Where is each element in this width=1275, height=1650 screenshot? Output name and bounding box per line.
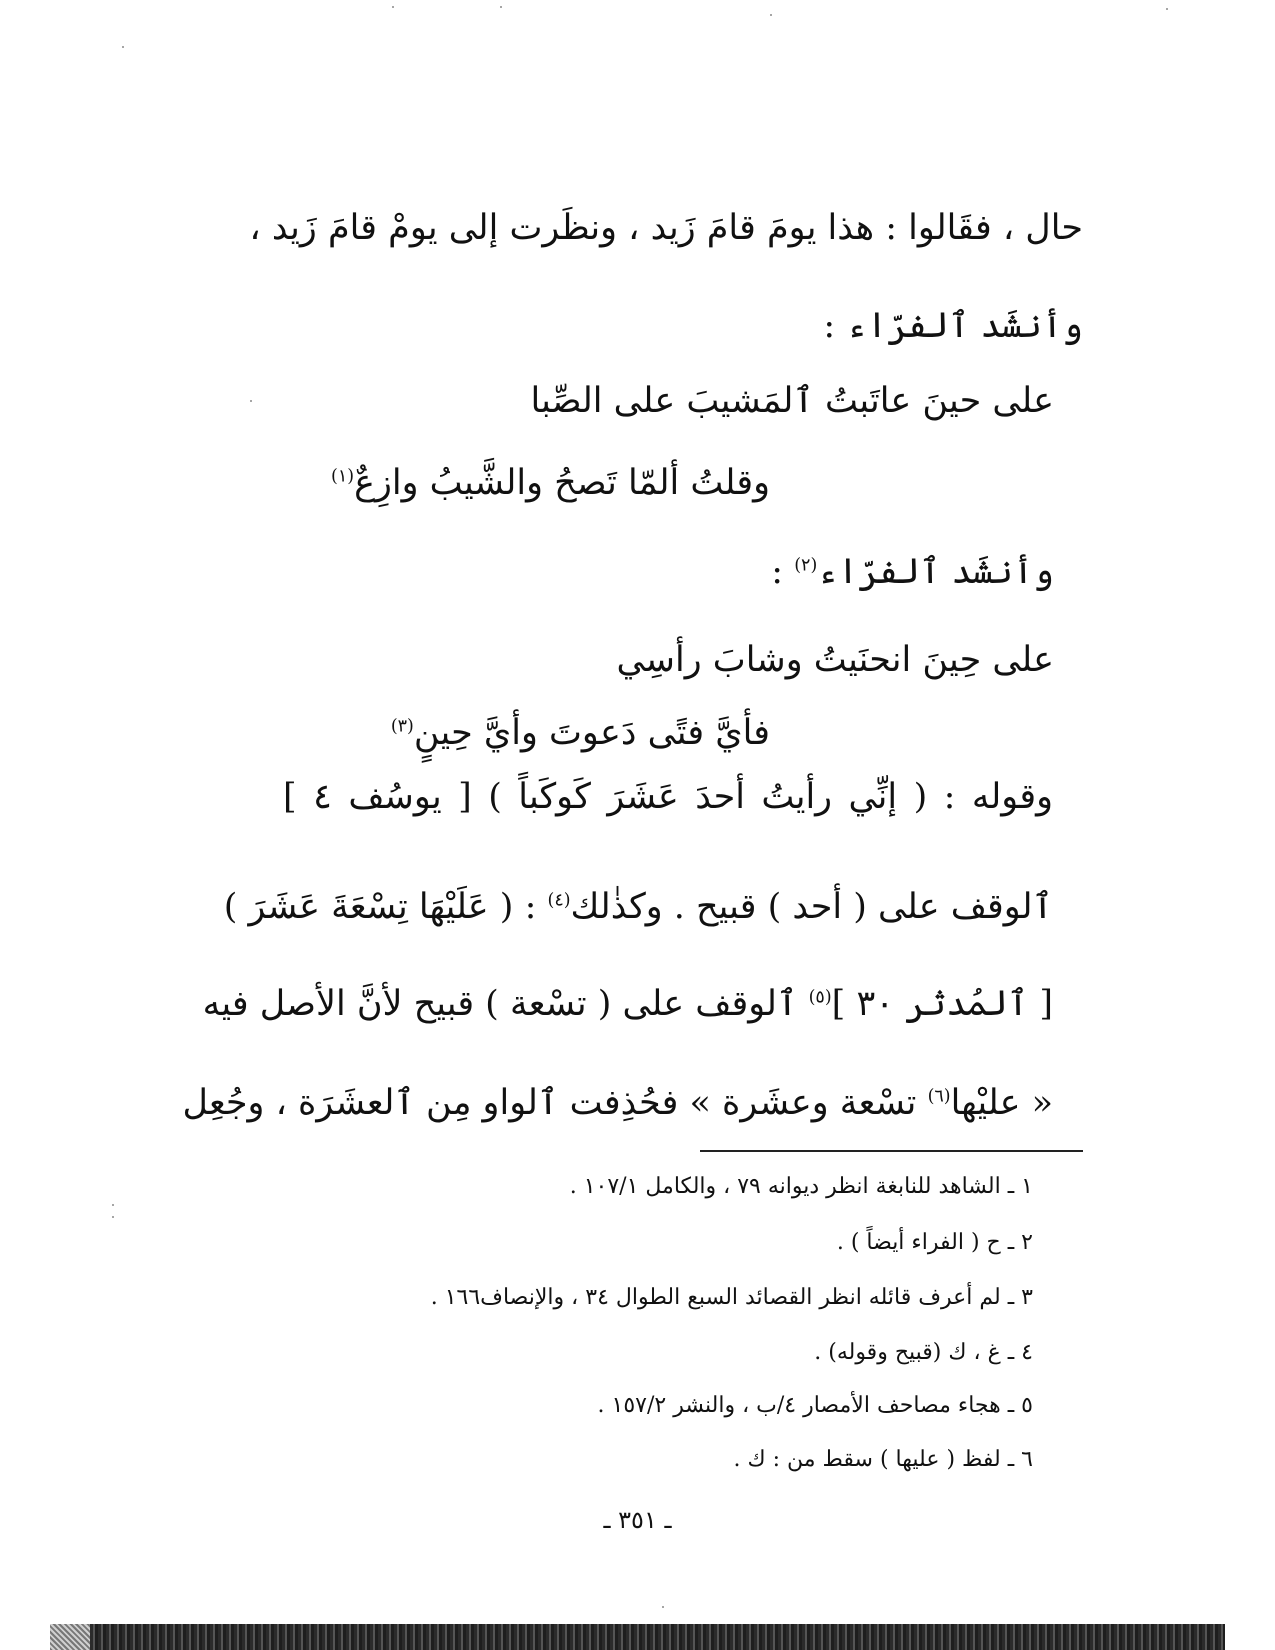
- body-line-5-text-b: : ( عَلَيْهَا تِسْعَةَ عَشَرَ ): [223, 887, 548, 927]
- verse-line-1: على حينَ عاتَبتُ ٱلمَشيبَ على الصِّبا: [530, 381, 1054, 421]
- body-line-7-text-a: « عليْها: [950, 1083, 1053, 1123]
- footnote-6: ٦ ـ لفظ ( عليها ) سقط من : ك .: [733, 1447, 1033, 1472]
- footnote-1: ١ ـ الشاهد للنابغة انظر ديوانه ٧٩ ، والكامل ١٠٧/١ .: [569, 1174, 1033, 1199]
- body-line-5: [223, 887, 1053, 927]
- scan-speck: [122, 46, 124, 48]
- body-line-6-text-b: ٱلوقف على ( تسْعة ) قبيح لأنَّ الأصل فيه: [202, 984, 809, 1024]
- body-line-5-text-a: ٱلوقف على ( أحد ) قبيح . وكذٰلك: [570, 887, 1053, 927]
- verse-line-2: [331, 463, 770, 503]
- scan-speck: [662, 1606, 664, 1608]
- body-line-6-text-a: [ ٱلمُدثر ٣٠ ]: [831, 984, 1053, 1024]
- body-line-3: [771, 552, 1054, 592]
- body-line-1: حال ، فقَالوا : هذا يومَ قامَ زَيد ، ونظَرت إلى يومْ قامَ زَيد ،: [249, 208, 1083, 248]
- body-line-7: [182, 1083, 1053, 1123]
- verse-line-3: على حِينَ انحنَيتُ وشابَ رأسِي: [616, 640, 1054, 680]
- verse-line-4: [390, 713, 770, 753]
- scan-edge-bar: [50, 1624, 1225, 1650]
- scan-speck: [770, 14, 772, 16]
- footnote-5: ٥ ـ هجاء مصاحف الأمصار ٤/ب ، والنشر ١٥٧/٢ .: [597, 1393, 1033, 1418]
- verse-line-4-text: فأيَّ فتًى دَعوتَ وأيَّ حِينٍ: [413, 713, 770, 753]
- verse-line-2-text: وقلتُ ألمّا تَصحُ والشَّيبُ وازِعٌ: [354, 463, 770, 503]
- scan-speck: [500, 6, 502, 8]
- body-line-7-text-b: تسْعة وعشَرة » فحُذِفت ٱلواو مِن ٱلعشَرَة ، وجُعِل: [182, 1083, 928, 1123]
- body-line-3-text: وأنشَد ٱلفرّاء: [817, 552, 1054, 592]
- footnote-2: ٢ ـ ح ( الفراء أيضاً ) .: [836, 1230, 1033, 1255]
- scan-speck: [1166, 8, 1168, 10]
- footnote-ref-5: (٥): [808, 987, 832, 1008]
- body-line-6: [202, 984, 1053, 1024]
- footnote-ref-6: (٦): [927, 1086, 951, 1107]
- footnote-ref-3: (٣): [390, 716, 414, 737]
- scan-speck: [392, 6, 394, 8]
- body-line-4: وقوله : ( إنِّي رأيتُ أحدَ عَشَرَ كَوكَباً ) [ يوسُف ٤ ]: [283, 777, 1054, 817]
- scan-speck: [112, 1204, 114, 1206]
- footnote-4: ٤ ـ غ ، ك (قبيح وقوله) .: [814, 1340, 1033, 1365]
- footnote-separator: [700, 1150, 1083, 1152]
- scan-speck: [250, 400, 252, 402]
- footnote-ref-4: (٤): [547, 890, 571, 911]
- footnote-ref-2: (٢): [794, 555, 818, 576]
- body-line-3-colon: :: [771, 552, 795, 592]
- footnote-3: ٣ ـ لم أعرف قائله انظر القصائد السبع الطوال ٣٤ ، والإنصاف١٦٦ .: [430, 1285, 1033, 1310]
- page-number: ـ ٣٥١ ـ: [603, 1506, 672, 1534]
- body-line-2: وأنشَد ٱلفرّاء :: [823, 306, 1083, 346]
- scan-speck: [112, 1216, 114, 1218]
- footnote-ref-1: (١): [331, 466, 355, 487]
